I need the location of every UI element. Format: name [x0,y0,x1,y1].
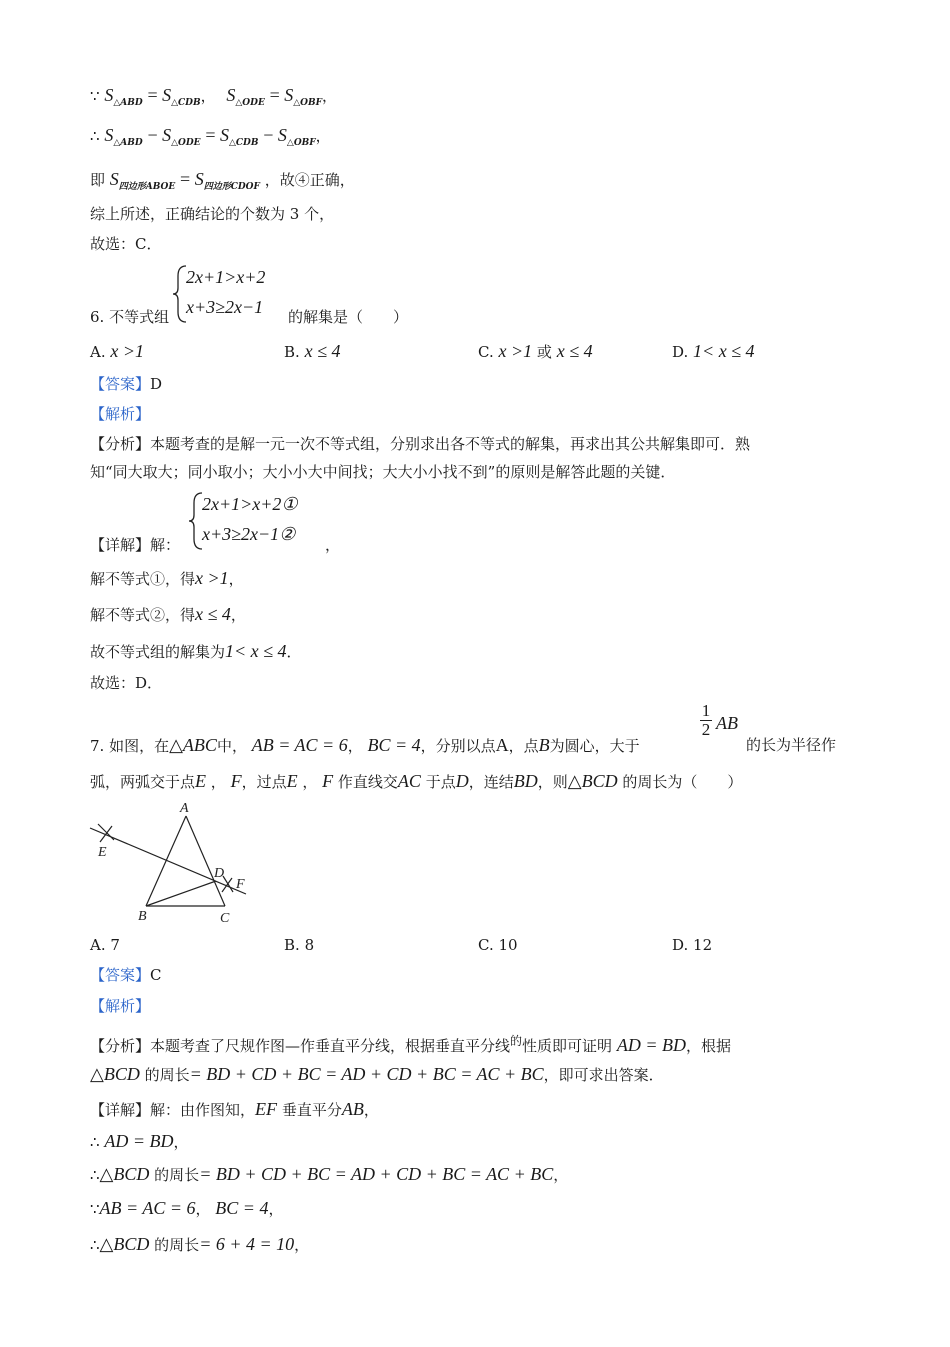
q6-number: 6. 不等式组 [90,308,170,326]
q7-detail-1: 【详解】解：由作图知，EF 垂直平分AB， [90,1099,379,1119]
q6-option-d: D. 1< x ≤ 4 [672,341,755,361]
q7-step-2: ∴△BCD 的周长= BD + CD + BC = AD + CD + BC = AC + BC， [90,1164,569,1184]
q6-detail-system-bottom: x+3≥2x−1② [202,524,296,544]
q7-step-4: ∴△BCD 的周长= 6 + 4 = 10， [90,1234,310,1254]
q7-option-c: C. 10 [478,936,518,954]
q6-tail: 的解集是（ ） [288,308,409,326]
segment-ac [186,816,225,906]
q6-system-top: 2x+1>x+2 [186,267,266,287]
q7-option-a: A. 7 [90,936,120,954]
q6-option-a: A. x >1 [90,341,145,361]
label-e: E [98,845,107,860]
q7-fenxi-1: 【分析】本题考查了尺规作图—作垂直平分线，根据垂直平分线$^的$性质即可证明 AD = BD，根据 [90,1034,731,1055]
line-quadrilateral-equality: 即 $S_{四边形ABOE} = S_{四边形CDOF}$ ，故④正确， [90,169,355,192]
q6-analysis-tag: 【解析】 [90,405,151,423]
q6-option-c: C. x >1 或 x ≤ 4 [478,341,593,361]
q7-answer: 【答案】C [90,966,162,984]
q7-fenxi-2: △BCD 的周长= BD + CD + BC = AD + CD + BC = AC + BC，即可求出答案． [90,1064,664,1084]
q7-fraction-ab: AB [716,713,738,733]
line-area-equality: ∵ $S_{\triangle ABD} = S_{\triangle CDB}$， $S_{\triangle ODE} = S_{\triangle OBF}$， [90,85,338,108]
q6-answer: 【答案】D [90,375,163,393]
label-f: F [236,877,245,892]
q6-fenxi-2: 知“同大取大；同小取小；大小小大中间找；大大小小找不到”的原则是解答此题的关键． [90,463,676,481]
label-b: B [138,909,147,924]
line-area-difference: ∴ $S_{\triangle ABD} - S_{\triangle ODE} = S_{\triangle CDB} - S_{\triangle OBF}$， [90,125,331,148]
q7-step-3: ∵AB = AC = 6， BC = 4， [90,1198,284,1218]
q7-figure [86,798,256,924]
label-a: A [180,801,189,816]
q7-analysis-tag: 【解析】 [90,997,151,1015]
q7-line-1: 7. 如图，在△ABC中， AB = AC = 6， BC = 4，分别以点A，点B为圆心，大于 [90,735,640,755]
q7-line-1-end: 的长为半径作 [746,736,837,754]
segment-ab [146,816,186,906]
q6-step-3: 故不等式组的解集为1< x ≤ 4． [90,641,302,661]
q6-system-bottom: x+3≥2x−1 [186,297,264,317]
label-d: D [214,866,225,881]
q6-step-2: 解不等式②，得x ≤ 4， [90,604,246,624]
q7-option-b: B. 8 [284,936,315,954]
line-summary: 综上所述，正确结论的个数为 3 个， [90,205,335,223]
q6-fenxi-1: 【分析】本题考查的是解一元一次不等式组，分别求出各不等式的解集，再求出其公共解集即可．熟 [90,435,751,453]
perpendicular-bisector-ef [90,828,246,894]
q7-line-2: 弧，两弧交于点E ， F，过点E ， F 作直线交AC 于点D，连结BD，则△BCD 的周长为（ ） [90,771,743,791]
q7-option-d: D. 12 [672,936,713,954]
q6-option-b: B. x ≤ 4 [284,341,341,361]
line-select-c: 故选：C． [90,235,162,253]
label-c: C [220,911,230,924]
q6-step-1: 解不等式①，得x >1， [90,568,244,588]
q6-select: 故选：D． [90,674,163,692]
q7-step-1: ∴ AD = BD， [90,1131,189,1151]
q7-fraction: $\frac{1}{2}$ [701,701,711,739]
q6-detail-label: 【详解】解： [90,536,181,554]
segment-bd [146,881,216,906]
q6-detail-system-top: 2x+1>x+2① [202,494,298,514]
